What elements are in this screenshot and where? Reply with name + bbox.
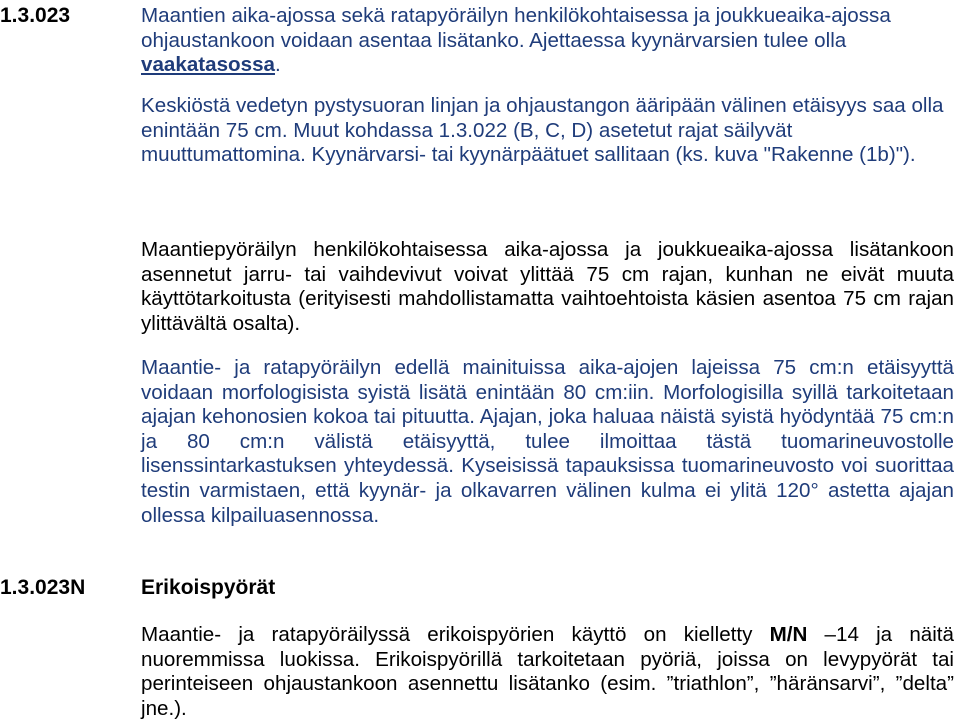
- rule-1-p1-emphasis: vaakatasossa: [141, 53, 275, 77]
- rule-1-paragraph-4: Maantie- ja ratapyöräilyn edellä mainituissa aika-ajojen lajeissa 75 cm:n etäisyyttä voidaan morfologisista syistä lisätä enintään 80 cm:iin. Morfologisilla syillä tarkoitetaan ajajan kehonosien kokoa tai pituutta. Ajajan, joka haluaa näistä syistä hyödyntää 75 cm:n ja 80 cm:n välistä etäisyyttä, tulee ilmoittaa tästä tuomarineuvostolle lisenssintarkastuksen yhteydessä. Kyseisissä tapauksissa tuomarineuvosto voi suorittaa testin varmistaen, että kyynär- ja olkavarren välinen kulma ei ylitä 120° astetta ajajan ollessa kilpailuasennossa.: [141, 356, 954, 527]
- rule-2-p1-text: Maantie- ja ratapyöräilyssä erikoispyörien käyttö on kielletty: [141, 623, 770, 646]
- rule-1-p1-text: Maantien aika-ajossa sekä ratapyöräilyn henkilökohtaisessa ja joukkueaika-ajossa ohjaustankoon voidaan asentaa lisätanko. Ajettaessa kyynärvarsien tulee olla: [141, 4, 891, 52]
- rule-2-p1-class: M/N: [769, 623, 808, 646]
- rule-1-paragraph-3: Maantiepyöräilyn henkilökohtaisessa aika-ajossa ja joukkueaika-ajossa lisätankoon asennetut jarru- tai vaihdevivut voivat ylittää 75 cm rajan, kunhan ne eivät muuta käyttötarkoitusta (erityisesti mahdollistamatta vaihtoehtoista käsien asentoa 75 cm rajan ylittävältä osalta).: [141, 238, 954, 335]
- rule-2-heading: Erikoispyörät: [141, 576, 276, 599]
- rule-number-1-3-023: 1.3.023: [0, 4, 71, 27]
- rule-2-paragraph-1: [141, 623, 954, 721]
- rule-1-paragraph-2: Keskiöstä vedetyn pystysuoran linjan ja ohjaustangon ääripään välinen etäisyys saa olla enintään 75 cm. Muut kohdassa 1.3.022 (B, C, D) asetetut rajat säilyvät muuttumattomina. Kyynärvarsi- tai kyynärpäätuet sallitaan (ks. kuva "Rakenne (1b)").: [141, 94, 944, 167]
- rule-1-paragraph-1: [141, 4, 954, 78]
- rule-1-p1-end: .: [274, 53, 281, 77]
- rule-number-1-3-023n: 1.3.023N: [0, 576, 86, 599]
- rule-2-p1-rest: –14 ja näitä nuoremmissa luokissa. Erikoispyörillä tarkoitetaan pyöriä, joissa on levypyörät tai perinteiseen ohjaustankoon asennettu lisätanko (esim. ”triathlon”, ”häränsarvi”, ”delta” jne.).: [141, 623, 954, 720]
